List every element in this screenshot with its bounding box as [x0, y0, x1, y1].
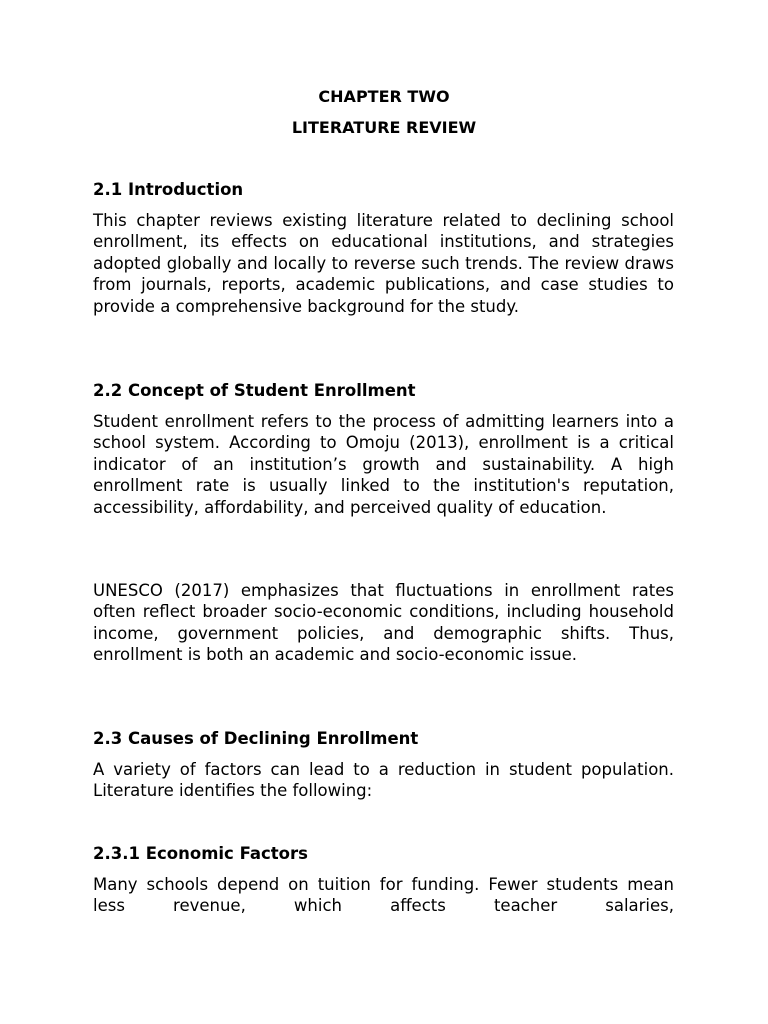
- section-heading-causes-declining: 2.3 Causes of Declining Enrollment: [93, 729, 419, 748]
- section-heading-concept-enrollment: 2.2 Concept of Student Enrollment: [93, 381, 416, 400]
- section-heading-economic-factors: 2.3.1 Economic Factors: [93, 844, 308, 863]
- economic-factors-paragraph: Many schools depend on tuition for funding. Fewer students mean less revenue, which affects teacher salaries,: [93, 875, 674, 916]
- chapter-subtitle: LITERATURE REVIEW: [291, 118, 477, 137]
- introduction-paragraph: This chapter reviews existing literature related to declining school enrollment, its effects on educational institutions, and strategies adopted globally and locally to reverse such trends. The review draws from journals, reports, academic publications, and case studies to provide a comprehensive background for the study.: [93, 211, 674, 316]
- causes-declining-paragraph: A variety of factors can lead to a reduction in student population. Literature identifies the following:: [93, 760, 674, 801]
- concept-enrollment-paragraph-1: Student enrollment refers to the process of admitting learners into a school system. According to Omoju (2013), enrollment is a critical indicator of an institution’s growth and sustainability. A high enrollment rate is usually linked to the institution's reputation, accessibility, affordability, and perceived quality of education.: [93, 412, 674, 517]
- section-heading-introduction: 2.1 Introduction: [93, 180, 244, 199]
- concept-enrollment-paragraph-2: UNESCO (2017) emphasizes that fluctuations in enrollment rates often reflect broader socio-economic conditions, including household income, government policies, and demographic shifts. Thus, enrollment is both an academic and socio-economic issue.: [93, 581, 674, 665]
- chapter-title: CHAPTER TWO: [318, 87, 450, 106]
